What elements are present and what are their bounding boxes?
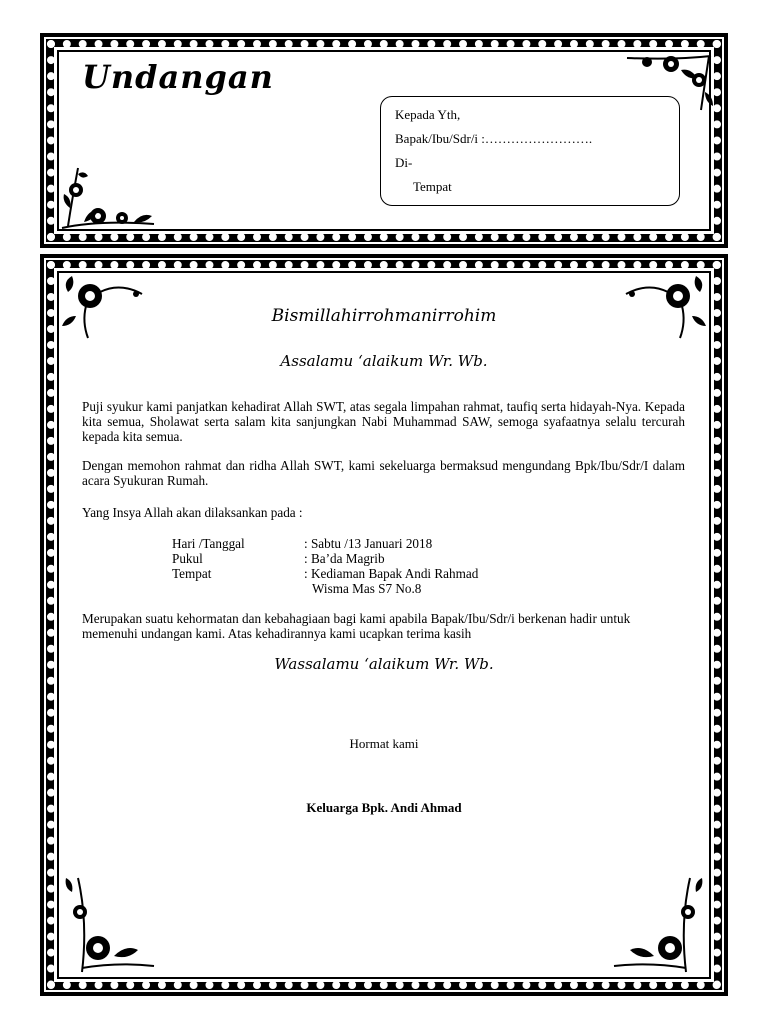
floral-ornament-icon xyxy=(610,872,710,976)
recipient-address-box xyxy=(380,96,680,206)
detail-row-place xyxy=(172,566,564,581)
bismillah-heading: Bismillahirrohmanirrohim xyxy=(271,306,497,326)
detail-row-time xyxy=(172,551,564,566)
detail-label: Hari /Tanggal xyxy=(172,536,245,551)
detail-value: : Ba’da Magrib xyxy=(304,551,385,566)
paragraph-schedule-intro: Yang Insya Allah akan dilaksankan pada : xyxy=(82,505,303,520)
opening-greeting: Assalamu ‘alaikum Wr. Wb. xyxy=(280,352,488,370)
signature-name: Keluarga Bpk. Andi Ahmad xyxy=(306,800,462,815)
detail-label: Pukul xyxy=(172,551,203,566)
address-line: Tempat xyxy=(413,179,452,194)
address-line: Kepada Yth, xyxy=(395,107,461,122)
address-line: Di- xyxy=(395,155,413,170)
paragraph-opening: Puji syukur kami panjatkan kehadirat Allah SWT, atas segala limpahan rahmat, taufiq serta hidayah-Nya. Kepada kita semua, Sholawat serta salam kita sanjungkan Nabi Muhammad SAW, semoga syafaatnya selalu tercurah kepada kita semua. xyxy=(82,399,685,444)
paragraph-purpose: Dengan memohon rahmat dan ridha Allah SWT, kami sekeluarga bermaksud mengundang Bpk/Ibu/Sdr/I dalam acara Syukuran Rumah. xyxy=(82,458,685,488)
floral-ornament-icon xyxy=(58,872,158,976)
detail-value-continued: Wisma Mas S7 No.8 xyxy=(312,581,422,596)
closing-greeting: Wassalamu ‘alaikum Wr. Wb. xyxy=(274,655,494,673)
address-line: Bapak/Ibu/Sdr/i :……………………. xyxy=(395,131,593,146)
event-details xyxy=(172,536,564,596)
invitation-title: Undangan xyxy=(82,58,274,96)
detail-value: : Kediaman Bapak Andi Rahmad xyxy=(304,566,479,581)
detail-value: : Sabtu /13 Januari 2018 xyxy=(304,536,433,551)
floral-ornament-icon xyxy=(58,160,158,232)
detail-row-day xyxy=(172,536,564,551)
detail-label: Tempat xyxy=(172,566,212,581)
regards-text: Hormat kami xyxy=(349,736,419,751)
paragraph-closing: Merupakan suatu kehormatan dan kebahagiaan bagi kami apabila Bapak/Ibu/Sdr/i berkenan hadir untuk memenuhi undangan kami. Atas kehadirannya kami ucapkan terima kasih xyxy=(82,611,631,641)
